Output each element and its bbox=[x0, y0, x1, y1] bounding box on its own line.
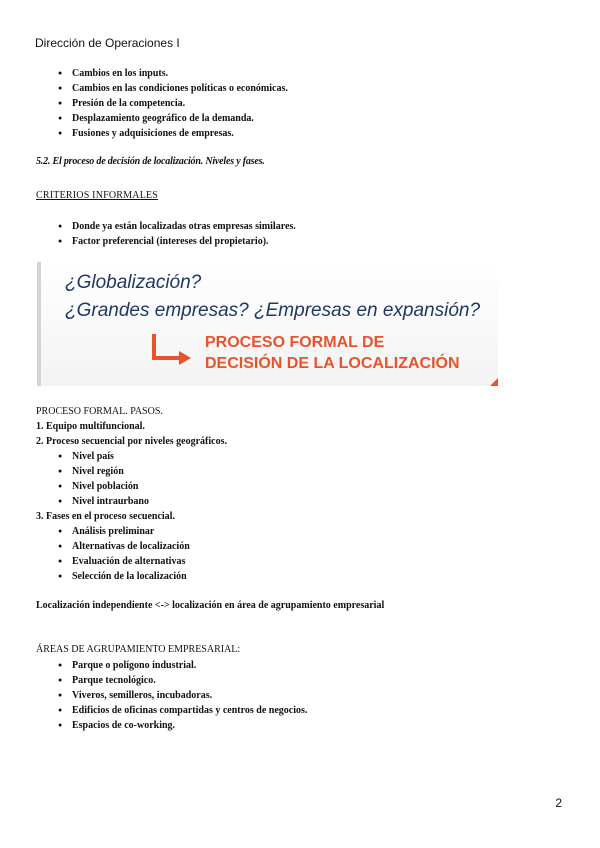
list-item: ● Evaluación de alternativas bbox=[36, 554, 227, 569]
banner-result-line1: PROCESO FORMAL DE bbox=[205, 334, 385, 351]
section-title: 5.2. El proceso de decisión de localización. Niveles y fases. bbox=[36, 156, 265, 167]
page-number: 2 bbox=[555, 796, 562, 810]
proceso-title: PROCESO FORMAL. PASOS. bbox=[36, 406, 163, 417]
list-item: ● Espacios de co-working. bbox=[36, 718, 307, 733]
proceso-section bbox=[36, 404, 227, 584]
banner-result-line2: DECISIÓN DE LA LOCALIZACIÓN bbox=[205, 355, 460, 372]
list-item: ● Fusiones y adquisiciones de empresas. bbox=[36, 126, 288, 141]
banner-question-empresas: ¿Grandes empresas? ¿Empresas en expansión? bbox=[65, 300, 481, 321]
list-item: ● Parque o polígono industrial. bbox=[36, 658, 307, 673]
criterios-list bbox=[36, 219, 296, 249]
list-item: ● Nivel país bbox=[36, 449, 227, 464]
proceso-step-3: 3. Fases en el proceso secuencial. bbox=[36, 511, 175, 522]
list-item: ● Nivel región bbox=[36, 464, 227, 479]
list-item: ● Presión de la competencia. bbox=[36, 96, 288, 111]
list-item: ● Análisis preliminar bbox=[36, 524, 227, 539]
list-item: ● Nivel población bbox=[36, 479, 227, 494]
page-header-title: Dirección de Operaciones I bbox=[35, 36, 180, 50]
list-item: ● Nivel intraurbano bbox=[36, 494, 227, 509]
list-item: ● Factor preferencial (intereses del propietario). bbox=[36, 234, 296, 249]
arrow-right-icon bbox=[149, 332, 195, 366]
list-item: ● Parque tecnológico. bbox=[36, 673, 307, 688]
list-item: ● Selección de la localización bbox=[36, 569, 227, 584]
list-item: ● Donde ya están localizadas otras empresas similares. bbox=[36, 219, 296, 234]
localizacion-statement: Localización independiente <-> localización en área de agrupamiento empresarial bbox=[36, 600, 385, 611]
list-item: ● Edificios de oficinas compartidas y centros de negocios. bbox=[36, 703, 307, 718]
list-item: ● Cambios en las condiciones políticas o económicas. bbox=[36, 81, 288, 96]
list-item: ● Viveros, semilleros, incubadoras. bbox=[36, 688, 307, 703]
list-item: ● Cambios en los inputs. bbox=[36, 66, 288, 81]
list-item: ● Alternativas de localización bbox=[36, 539, 227, 554]
phases-list bbox=[36, 524, 227, 584]
list-item: ● Desplazamiento geográfico de la demanda. bbox=[36, 111, 288, 126]
proceso-step-2: 2. Proceso secuencial por niveles geográficos. bbox=[36, 436, 227, 447]
banner-corner-mark bbox=[490, 378, 498, 386]
changes-list bbox=[36, 66, 288, 141]
levels-list bbox=[36, 449, 227, 509]
areas-title: ÁREAS DE AGRUPAMIENTO EMPRESARIAL: bbox=[36, 644, 241, 655]
proceso-step-1: 1. Equipo multifuncional. bbox=[36, 421, 145, 432]
banner-figure bbox=[37, 262, 498, 386]
criterios-title: CRITERIOS INFORMALES bbox=[36, 190, 159, 201]
areas-list bbox=[36, 658, 307, 733]
banner-question-globalizacion: ¿Globalización? bbox=[65, 272, 202, 293]
